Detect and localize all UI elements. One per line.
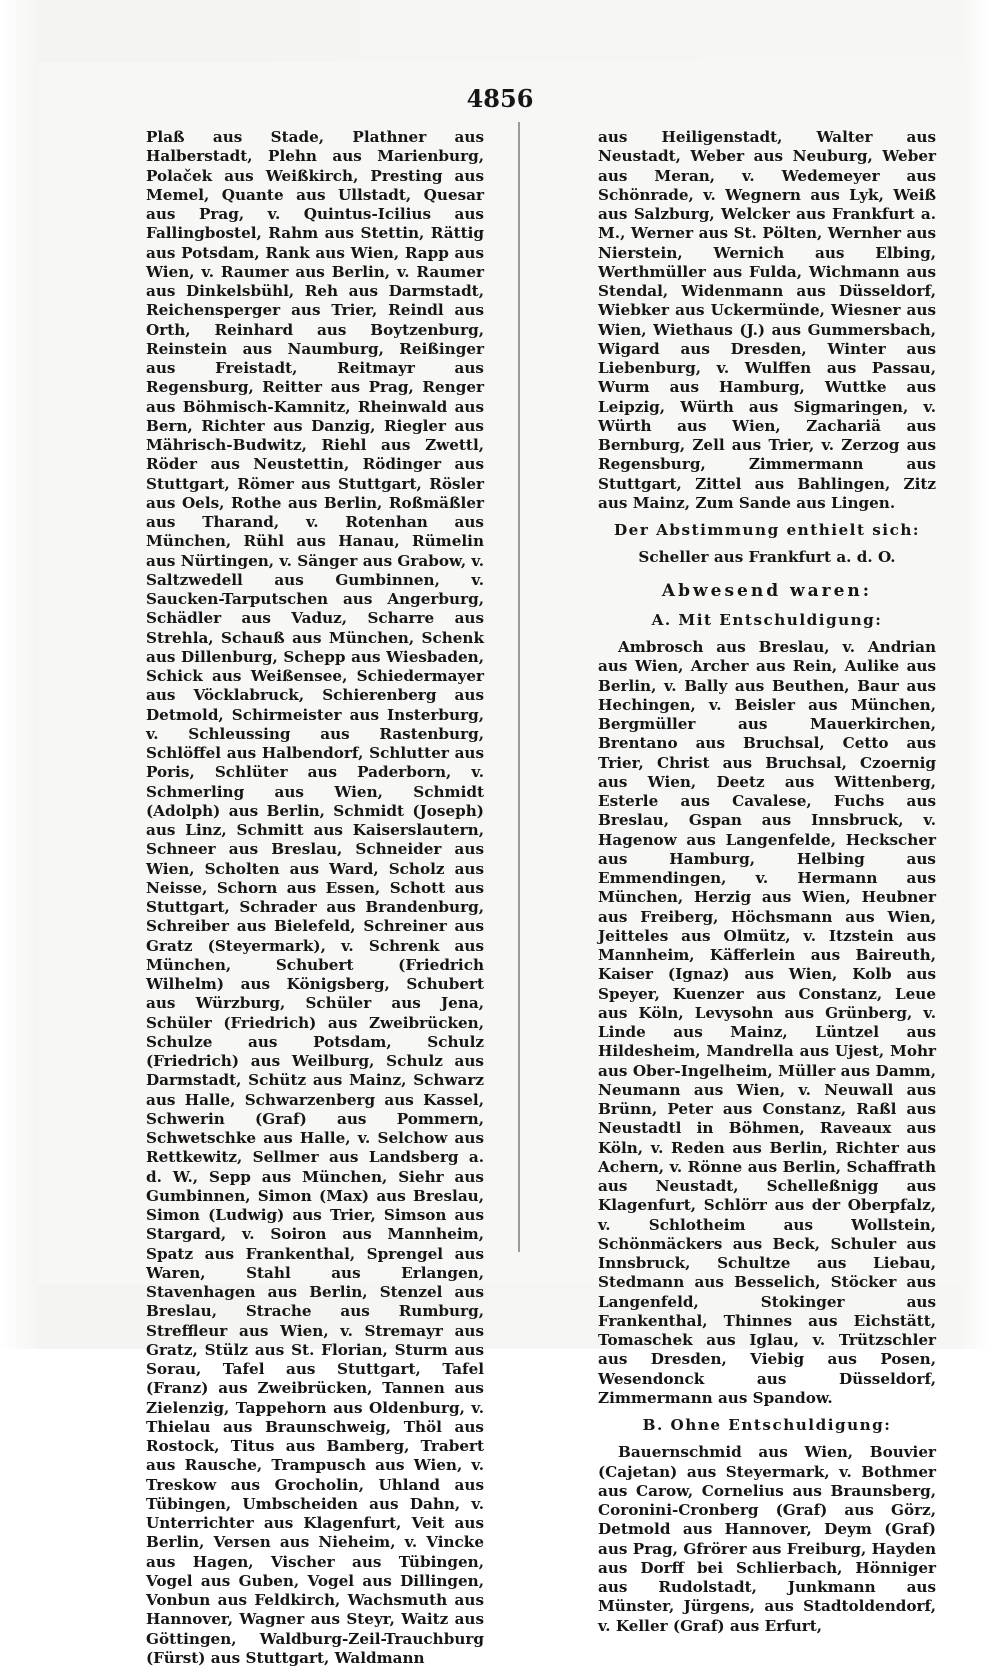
abstained-text: Scheller aus Frankfurt a. d. O. [638,548,896,567]
left-column-text: Plaß aus Stade, Plathner aus Halberstadt, Plehn aus Marienburg, Polaček aus Weißkirch, Presting aus Memel, Quante aus Ullstadt, Quesar aus Prag, v. Quintus-Icilius aus Fallingbostel, Rahm aus Stettin, Rättig aus Potsdam, Rank aus Wien, Rapp aus Wien, v. Raumer aus Berlin, v. Raumer aus Dinkelsbühl, Reh aus Darmstadt, Reichensperger aus Trier, Reindl aus Orth, Reinhard aus Boytzenburg, Reinstein aus Naumburg, Reißinger aus Freistadt, Reitmayr aus Regensburg, Reitter aus Prag, Renger aus Böhmisch-Kamnitz, Rheinwald aus Bern, Richter aus Danzig, Riegler aus Mährisch-Budwitz, Riehl aus Zwettl, Röder aus Neustettin, Rödinger aus Stuttgart, Römer aus Stuttgart, Rösler aus Oels, Rothe aus Berlin, Roßmäßler aus Tharand, v. Rotenhan aus München, Rühl aus Hanau, Rümelin aus Nürtingen, v. Sänger aus Grabow, v. Saltzwedell aus Gumbinnen, v. Saucken-Tarputschen aus Angerburg, Schädler aus Vaduz, Scharre aus Strehla, Schauß aus München, Schenk aus Dillenburg, Schepp aus Wiesbaden, Schick aus Weißensee, Schiedermayer aus Vöcklabruck, Schierenberg aus Detmold, Schirmeister aus Insterburg, v. Schleussing aus Rastenburg, Schlöffel aus Halbendorf, Schlutter aus Poris, Schlüter aus Paderborn, v. Schmerling aus Wien, Schmidt (Adolph) aus Berlin, Schmidt (Joseph) aus Linz, Schmitt aus Kaiserslautern, Schneer aus Breslau, Schneider aus Wien, Scholten aus Ward, Scholz aus Neisse, Schorn aus Essen, Schott aus Stuttgart, Schrader aus Brandenburg, Schreiber aus Bielefeld, Schreiner aus Gratz (Steyermark), v. Schrenk aus München, Schubert (Friedrich Wilhelm) aus Königsberg, Schubert aus Würzburg, Schüler aus Jena, Schüler (Friedrich) aus Zweibrücken, Schulze aus Potsdam, Schulz (Friedrich) aus Weilburg, Schulz aus Darmstadt, Schütz aus Mainz, Schwarz aus Halle, Schwarzenberg aus Kassel, Schwerin (Graf) aus Pommern, Schwetschke aus Halle, v. Selchow aus Rettkewitz, Sellmer aus Landsberg a. d. W., Sepp aus München, Siehr aus Gumbinnen, Simon (Max) aus Breslau, Simon (Ludwig) aus Trier, Simson aus Stargard, v. Soiron aus Mannheim, Spatz aus Frankenthal, Sprengel aus Waren, Stahl aus Erlangen, Stavenhagen aus Berlin, Stenzel aus Breslau, Strache aus Rumburg, Streffleur aus Wien, v. Stremayr aus Gratz, Stülz aus St. Florian, Sturm aus Sorau, Tafel aus Stuttgart, Tafel (Franz) aus Zweibrücken, Tannen aus Zielenzig, Tappehorn aus Oldenburg, v. Thielau aus Braunschweig, Thöl aus Rostock, Titus aus Bamberg, Trabert aus Rausche, Trampusch aus Wien, v. Treskow aus Grocholin, Uhland aus Tübingen, Umbscheiden aus Dahn, v. Unterrichter aus Klagenfurt, Veit aus Berlin, Versen aus Nieheim, v. Vincke aus Hagen, Vischer aus Tübingen, Vogel aus Guben, Vogel aus Dillingen, Vonbun aus Feldkirch, Wachsmuth aus Hannover, Wagner aus Steyr, Waitz aus Göttingen, Waldburg-Zeil-Trauchburg (Fürst) aus Stuttgart, Waldmann [146,128,484,1667]
section-b-heading: B. Ohne Entschuldigung: [642,1416,892,1434]
section-a-heading: A. Mit Entschuldigung: [651,610,883,629]
abstained-heading: Der Abstimmung enthielt sich: [614,521,920,539]
column-divider [518,122,520,1252]
left-column [146,128,484,1668]
page-number: 4856 [466,84,534,113]
absent-heading: Abwesend waren: [661,580,873,601]
right-column-continuation: aus Heiligenstadt, Walter aus Neustadt, Weber aus Neuburg, Weber aus Meran, v. Wedemeyer aus Schönrade, v. Wegnern aus Lyk, Weiß aus Salzburg, Welcker aus Frankfurt a. M., Werner aus St. Pölten, Wernher aus Nierstein, Wernich aus Elbing, Werthmüller aus Fulda, Wichmann aus Stendal, Widenmann aus Düsseldorf, Wiebker aus Uckermünde, Wiesner aus Wien, Wiethaus (J.) aus Gummersbach, Wigard aus Dresden, Winter aus Liebenburg, v. Wulffen aus Passau, Wurm aus Hamburg, Wuttke aus Leipzig, Würth aus Sigmaringen, v. Würth aus Wien, Zachariä aus Bernburg, Zell aus Trier, v. Zerzog aus Regensburg, Zimmermann aus Stuttgart, Zittel aus Bahlingen, Zitz aus Mainz, Zum Sande aus Lingen. [598,128,936,512]
section-a-text: Ambrosch aus Breslau, v. Andrian aus Wien, Archer aus Rein, Aulike aus Berlin, v. Bally aus Beuthen, Baur aus Hechingen, v. Beisler aus München, Bergmüller aus Mauerkirchen, Brentano aus Bruchsal, Cetto aus Trier, Christ aus Bruchsal, Czoernig aus Wien, Deetz aus Wittenberg, Esterle aus Cavalese, Fuchs aus Breslau, Gspan aus Innsbruck, v. Hagenow aus Langenfelde, Heckscher aus Hamburg, Helbing aus Emmendingen, v. Hermann aus München, Herzig aus Wien, Heubner aus Freiberg, Höchsmann aus Wien, Jeitteles aus Olmütz, v. Itzstein aus Mannheim, Käfferlein aus Baireuth, Kaiser (Ignaz) aus Wien, Kolb aus Speyer, Kuenzer aus Constanz, Leue aus Köln, Levysohn aus Grünberg, v. Linde aus Mainz, Lüntzel aus Hildesheim, Mandrella aus Ujest, Mohr aus Ober-Ingelheim, Müller aus Damm, Neumann aus Wien, v. Neuwall aus Brünn, Peter aus Constanz, Raßl aus Neustadtl in Böhmen, Raveaux aus Köln, v. Reden aus Berlin, Richter aus Achern, v. Rönne aus Berlin, Schaffrath aus Neustadt, Schelleßnigg aus Klagenfurt, Schlörr aus der Oberpfalz, v. Schlotheim aus Wollstein, Schönmäckers aus Beck, Schuler aus Innsbruck, Schultze aus Liebau, Stedmann aus Besselich, Stöcker aus Langenfeld, Stokinger aus Frankenthal, Thinnes aus Eichstätt, Tomaschek aus Iglau, v. Trützschler aus Dresden, Viebig aus Posen, Wesendonck aus Düsseldorf, Zimmermann aus Spandow. [598,638,936,1407]
right-column [598,128,936,1636]
section-b-text: Bauernschmid aus Wien, Bouvier (Cajetan) aus Steyermark, v. Bothmer aus Carow, Cornelius aus Braunsberg, Coronini-Cronberg (Graf) aus Görz, Detmold aus Hannover, Deym (Graf) aus Prag, Gfrörer aus Freiburg, Hayden aus Dorff bei Schlierbach, Hönniger aus Rudolstadt, Junkmann aus Münster, Jürgens, aus Stadtoldendorf, v. Keller (Graf) aus Erfurt, [598,1443,936,1635]
